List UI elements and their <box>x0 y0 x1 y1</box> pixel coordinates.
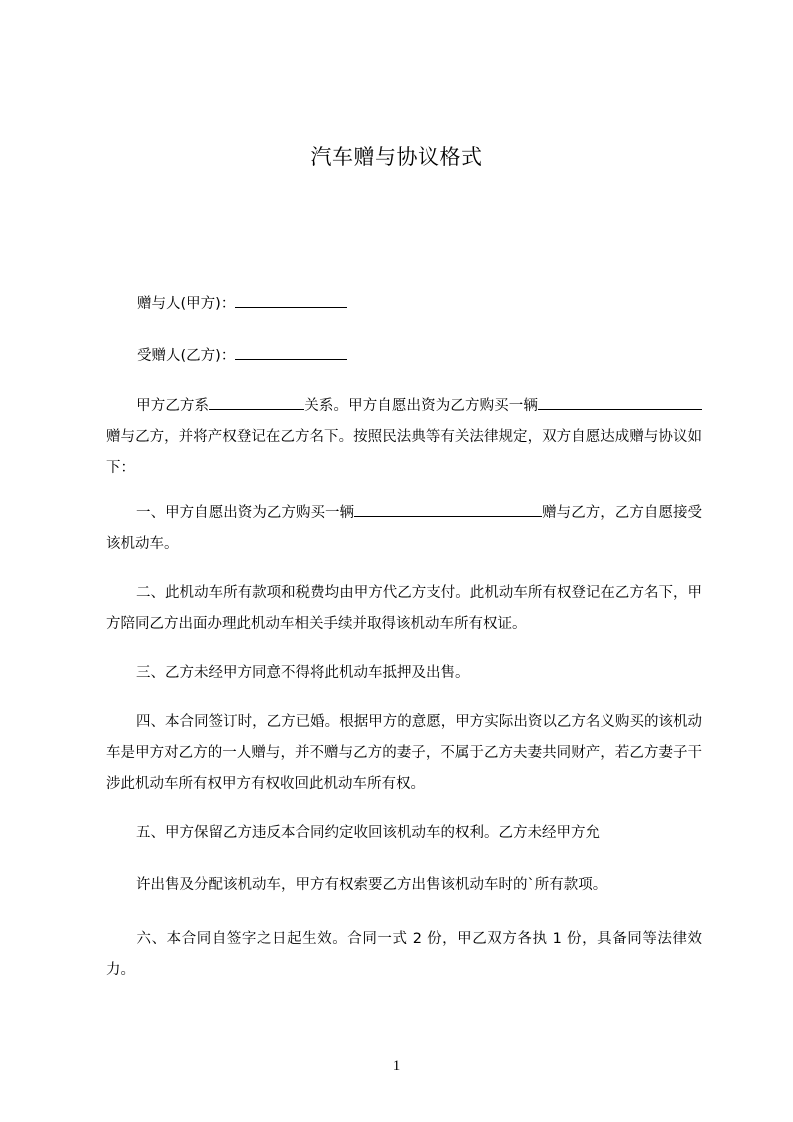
clause-6-text: 六、本合同自签字之日起生效。合同一式 2 份，甲乙双方各执 1 份，具备同等法律效力。 <box>106 931 702 978</box>
intro-part2: 关系。甲方自愿出资为乙方购买一辆 <box>304 398 539 414</box>
clause-5-line-2-text: 许出售及分配该机动车，甲方有权索要乙方出售该机动车时的`所有款项。 <box>136 877 608 893</box>
clause-4 <box>106 707 702 800</box>
clause-4-text: 四、本合同签订时，乙方已婚。根据甲方的意愿，甲方实际出资以乙方名义购买的该机动车是甲方对乙方的一人赠与，并不赠与乙方的妻子，不属于乙方夫妻共同财产，若乙方妻子干涉此机动车所有权甲方有权收回此机动车所有权。 <box>106 714 702 792</box>
vehicle-blank-1b <box>662 394 702 410</box>
donor-label: 赠与人(甲方)： <box>137 296 236 312</box>
donee-label: 受赠人(乙方)： <box>137 348 236 364</box>
clause-1-part2: 赠与乙方，乙方自愿接受该机动车。 <box>106 505 703 552</box>
donor-blank <box>235 292 347 308</box>
clause-2-text: 二、此机动车所有款项和税费均由甲方代乙方支付。此机动车所有权登记在乙方名下，甲方陪同乙方出面办理此机动车相关手续并取得该机动车所有权证。 <box>106 585 702 632</box>
vehicle-blank-2 <box>354 501 542 517</box>
intro-part3: 赠与乙方，并将产权登记在乙方名下。按照民法典等有关法律规定，双方自愿达成赠与协议如下： <box>106 429 702 476</box>
clause-5-line-2 <box>106 870 702 901</box>
intro-part1: 甲方乙方系 <box>136 398 210 414</box>
clause-5-line-1-text: 五、甲方保留乙方违反本合同约定收回该机动车的权利。乙方未经甲方允 <box>136 825 600 841</box>
clause-1 <box>106 498 702 560</box>
relationship-blank <box>209 394 304 410</box>
clause-6 <box>106 924 702 986</box>
clause-1-part1: 一、甲方自愿出资为乙方购买一辆 <box>136 505 355 521</box>
clause-3 <box>106 658 702 689</box>
vehicle-blank-1a <box>538 394 662 410</box>
clause-5-line-1 <box>106 818 702 849</box>
document-title: 汽车赠与协议格式 <box>310 145 483 169</box>
donor-line <box>137 292 347 314</box>
clause-3-text: 三、乙方未经甲方同意不得将此机动车抵押及出售。 <box>136 665 470 681</box>
donee-blank <box>235 344 347 360</box>
page-number: 1 <box>392 1058 401 1074</box>
clause-2 <box>106 578 702 640</box>
intro-paragraph <box>106 391 702 484</box>
donee-line <box>137 344 347 366</box>
